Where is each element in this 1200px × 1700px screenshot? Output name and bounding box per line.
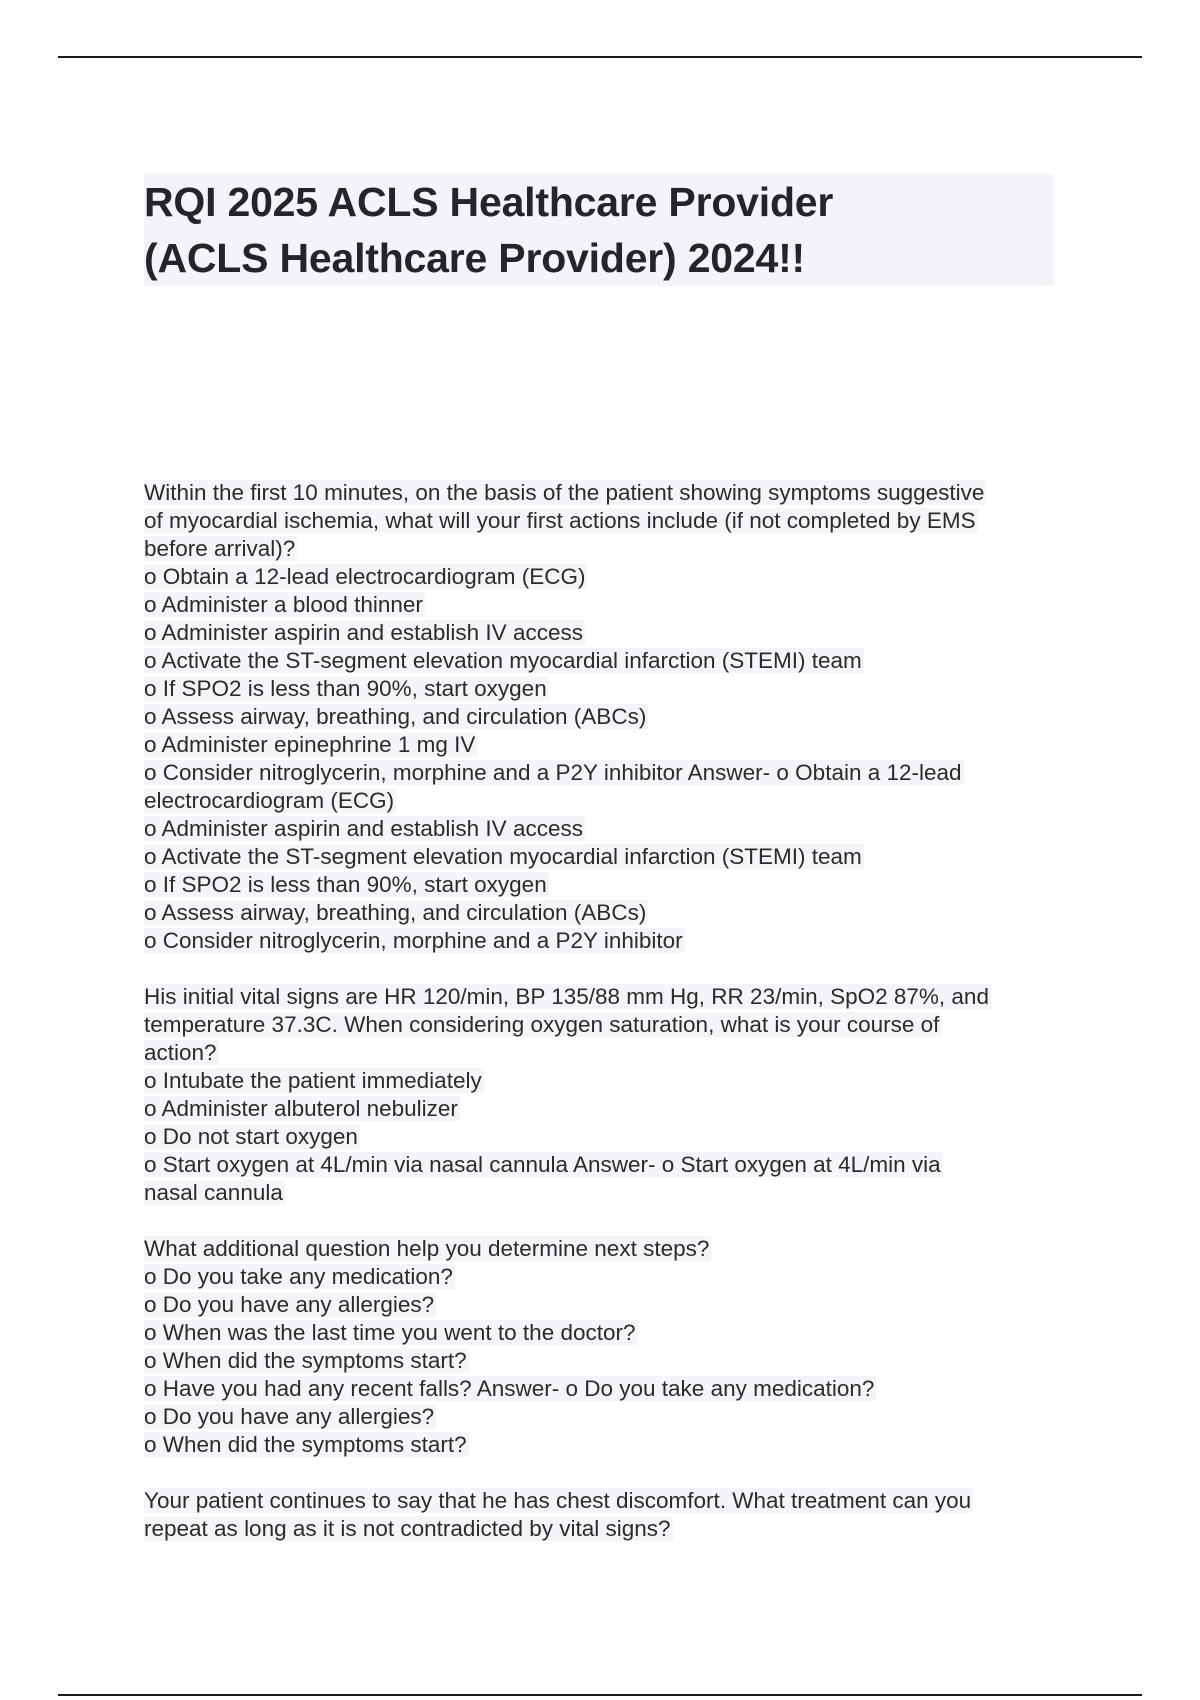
text-line xyxy=(144,843,1084,871)
text-line-content: Your patient continues to say that he has chest discomfort. What treatment can you xyxy=(144,1488,972,1513)
text-line xyxy=(144,899,1084,927)
text-line-content: o Intubate the patient immediately xyxy=(144,1068,482,1093)
bottom-rule xyxy=(58,1694,1142,1696)
text-line xyxy=(144,787,1084,815)
text-line-content: o Activate the ST-segment elevation myocardial infarction (STEMI) team xyxy=(144,648,862,673)
text-line-content: o Do not start oxygen xyxy=(144,1124,358,1149)
text-line xyxy=(144,1011,1084,1039)
text-line xyxy=(144,1375,1084,1403)
text-line xyxy=(144,647,1084,675)
text-line-content: o Assess airway, breathing, and circulation (ABCs) xyxy=(144,900,647,925)
text-line xyxy=(144,927,1084,955)
text-line-content: o Assess airway, breathing, and circulation (ABCs) xyxy=(144,704,647,729)
text-line-content: o If SPO2 is less than 90%, start oxygen xyxy=(144,872,547,897)
text-line xyxy=(144,983,1084,1011)
text-line-content: o Do you have any allergies? xyxy=(144,1404,435,1429)
text-line xyxy=(144,1403,1084,1431)
text-line xyxy=(144,1179,1084,1207)
text-line-content: o Administer albuterol nebulizer xyxy=(144,1096,458,1121)
text-line xyxy=(144,871,1084,899)
text-line-content: What additional question help you determine next steps? xyxy=(144,1236,710,1261)
text-line xyxy=(144,703,1084,731)
text-line-content: o Activate the ST-segment elevation myocardial infarction (STEMI) team xyxy=(144,844,862,869)
text-line xyxy=(144,731,1084,759)
text-line-content: o When did the symptoms start? xyxy=(144,1348,467,1373)
text-line xyxy=(144,1347,1084,1375)
text-line-content: action? xyxy=(144,1040,217,1065)
text-line xyxy=(144,479,1084,507)
top-rule xyxy=(58,56,1142,58)
text-line-content: o Do you take any medication? xyxy=(144,1264,453,1289)
text-line-content: o Administer aspirin and establish IV access xyxy=(144,816,583,841)
text-line-content: o Obtain a 12-lead electrocardiogram (ECG) xyxy=(144,564,586,589)
text-line-content: Within the first 10 minutes, on the basis of the patient showing symptoms suggestive xyxy=(144,480,985,505)
title-line-2: (ACLS Healthcare Provider) 2024!! xyxy=(144,235,806,281)
text-line-content: o If SPO2 is less than 90%, start oxygen xyxy=(144,676,547,701)
text-line xyxy=(144,563,1084,591)
text-line-content: o Administer a blood thinner xyxy=(144,592,423,617)
text-line xyxy=(144,1123,1084,1151)
text-line-content: electrocardiogram (ECG) xyxy=(144,788,395,813)
text-line-content: o When did the symptoms start? xyxy=(144,1432,467,1457)
text-line xyxy=(144,675,1084,703)
document-title xyxy=(144,174,1054,286)
text-line xyxy=(144,1431,1084,1459)
text-line xyxy=(144,1039,1084,1067)
text-line xyxy=(144,619,1084,647)
text-line xyxy=(144,1151,1084,1179)
text-line-content: o Have you had any recent falls? Answer- o Do you take any medication? xyxy=(144,1376,875,1401)
question-block xyxy=(144,479,1084,955)
text-line xyxy=(144,1067,1084,1095)
text-line-content: o Administer epinephrine 1 mg IV xyxy=(144,732,476,757)
text-line-content: of myocardial ischemia, what will your first actions include (if not completed by EMS xyxy=(144,508,976,533)
document-body xyxy=(144,479,1084,1571)
text-line xyxy=(144,591,1084,619)
text-line-content: temperature 37.3C. When considering oxygen saturation, what is your course of xyxy=(144,1012,940,1037)
text-line-content: nasal cannula xyxy=(144,1180,283,1205)
text-line xyxy=(144,1515,1084,1543)
text-line xyxy=(144,535,1084,563)
question-block xyxy=(144,983,1084,1207)
text-line xyxy=(144,1319,1084,1347)
text-line-content: o Consider nitroglycerin, morphine and a P2Y inhibitor xyxy=(144,928,683,953)
text-line xyxy=(144,507,1084,535)
text-line-content: o When was the last time you went to the doctor? xyxy=(144,1320,636,1345)
text-line xyxy=(144,1487,1084,1515)
title-line-1: RQI 2025 ACLS Healthcare Provider xyxy=(144,179,834,225)
text-line-content: o Start oxygen at 4L/min via nasal cannula Answer- o Start oxygen at 4L/min via xyxy=(144,1152,941,1177)
text-line xyxy=(144,1291,1084,1319)
text-line-content: o Consider nitroglycerin, morphine and a P2Y inhibitor Answer- o Obtain a 12-lead xyxy=(144,760,962,785)
question-block xyxy=(144,1487,1084,1543)
text-line xyxy=(144,759,1084,787)
question-block xyxy=(144,1235,1084,1459)
text-line xyxy=(144,1235,1084,1263)
text-line xyxy=(144,1263,1084,1291)
text-line-content: o Administer aspirin and establish IV access xyxy=(144,620,583,645)
text-line-content: o Do you have any allergies? xyxy=(144,1292,435,1317)
text-line xyxy=(144,1095,1084,1123)
text-line-content: repeat as long as it is not contradicted by vital signs? xyxy=(144,1516,671,1541)
text-line xyxy=(144,815,1084,843)
text-line-content: before arrival)? xyxy=(144,536,296,561)
text-line-content: His initial vital signs are HR 120/min, BP 135/88 mm Hg, RR 23/min, SpO2 87%, and xyxy=(144,984,989,1009)
